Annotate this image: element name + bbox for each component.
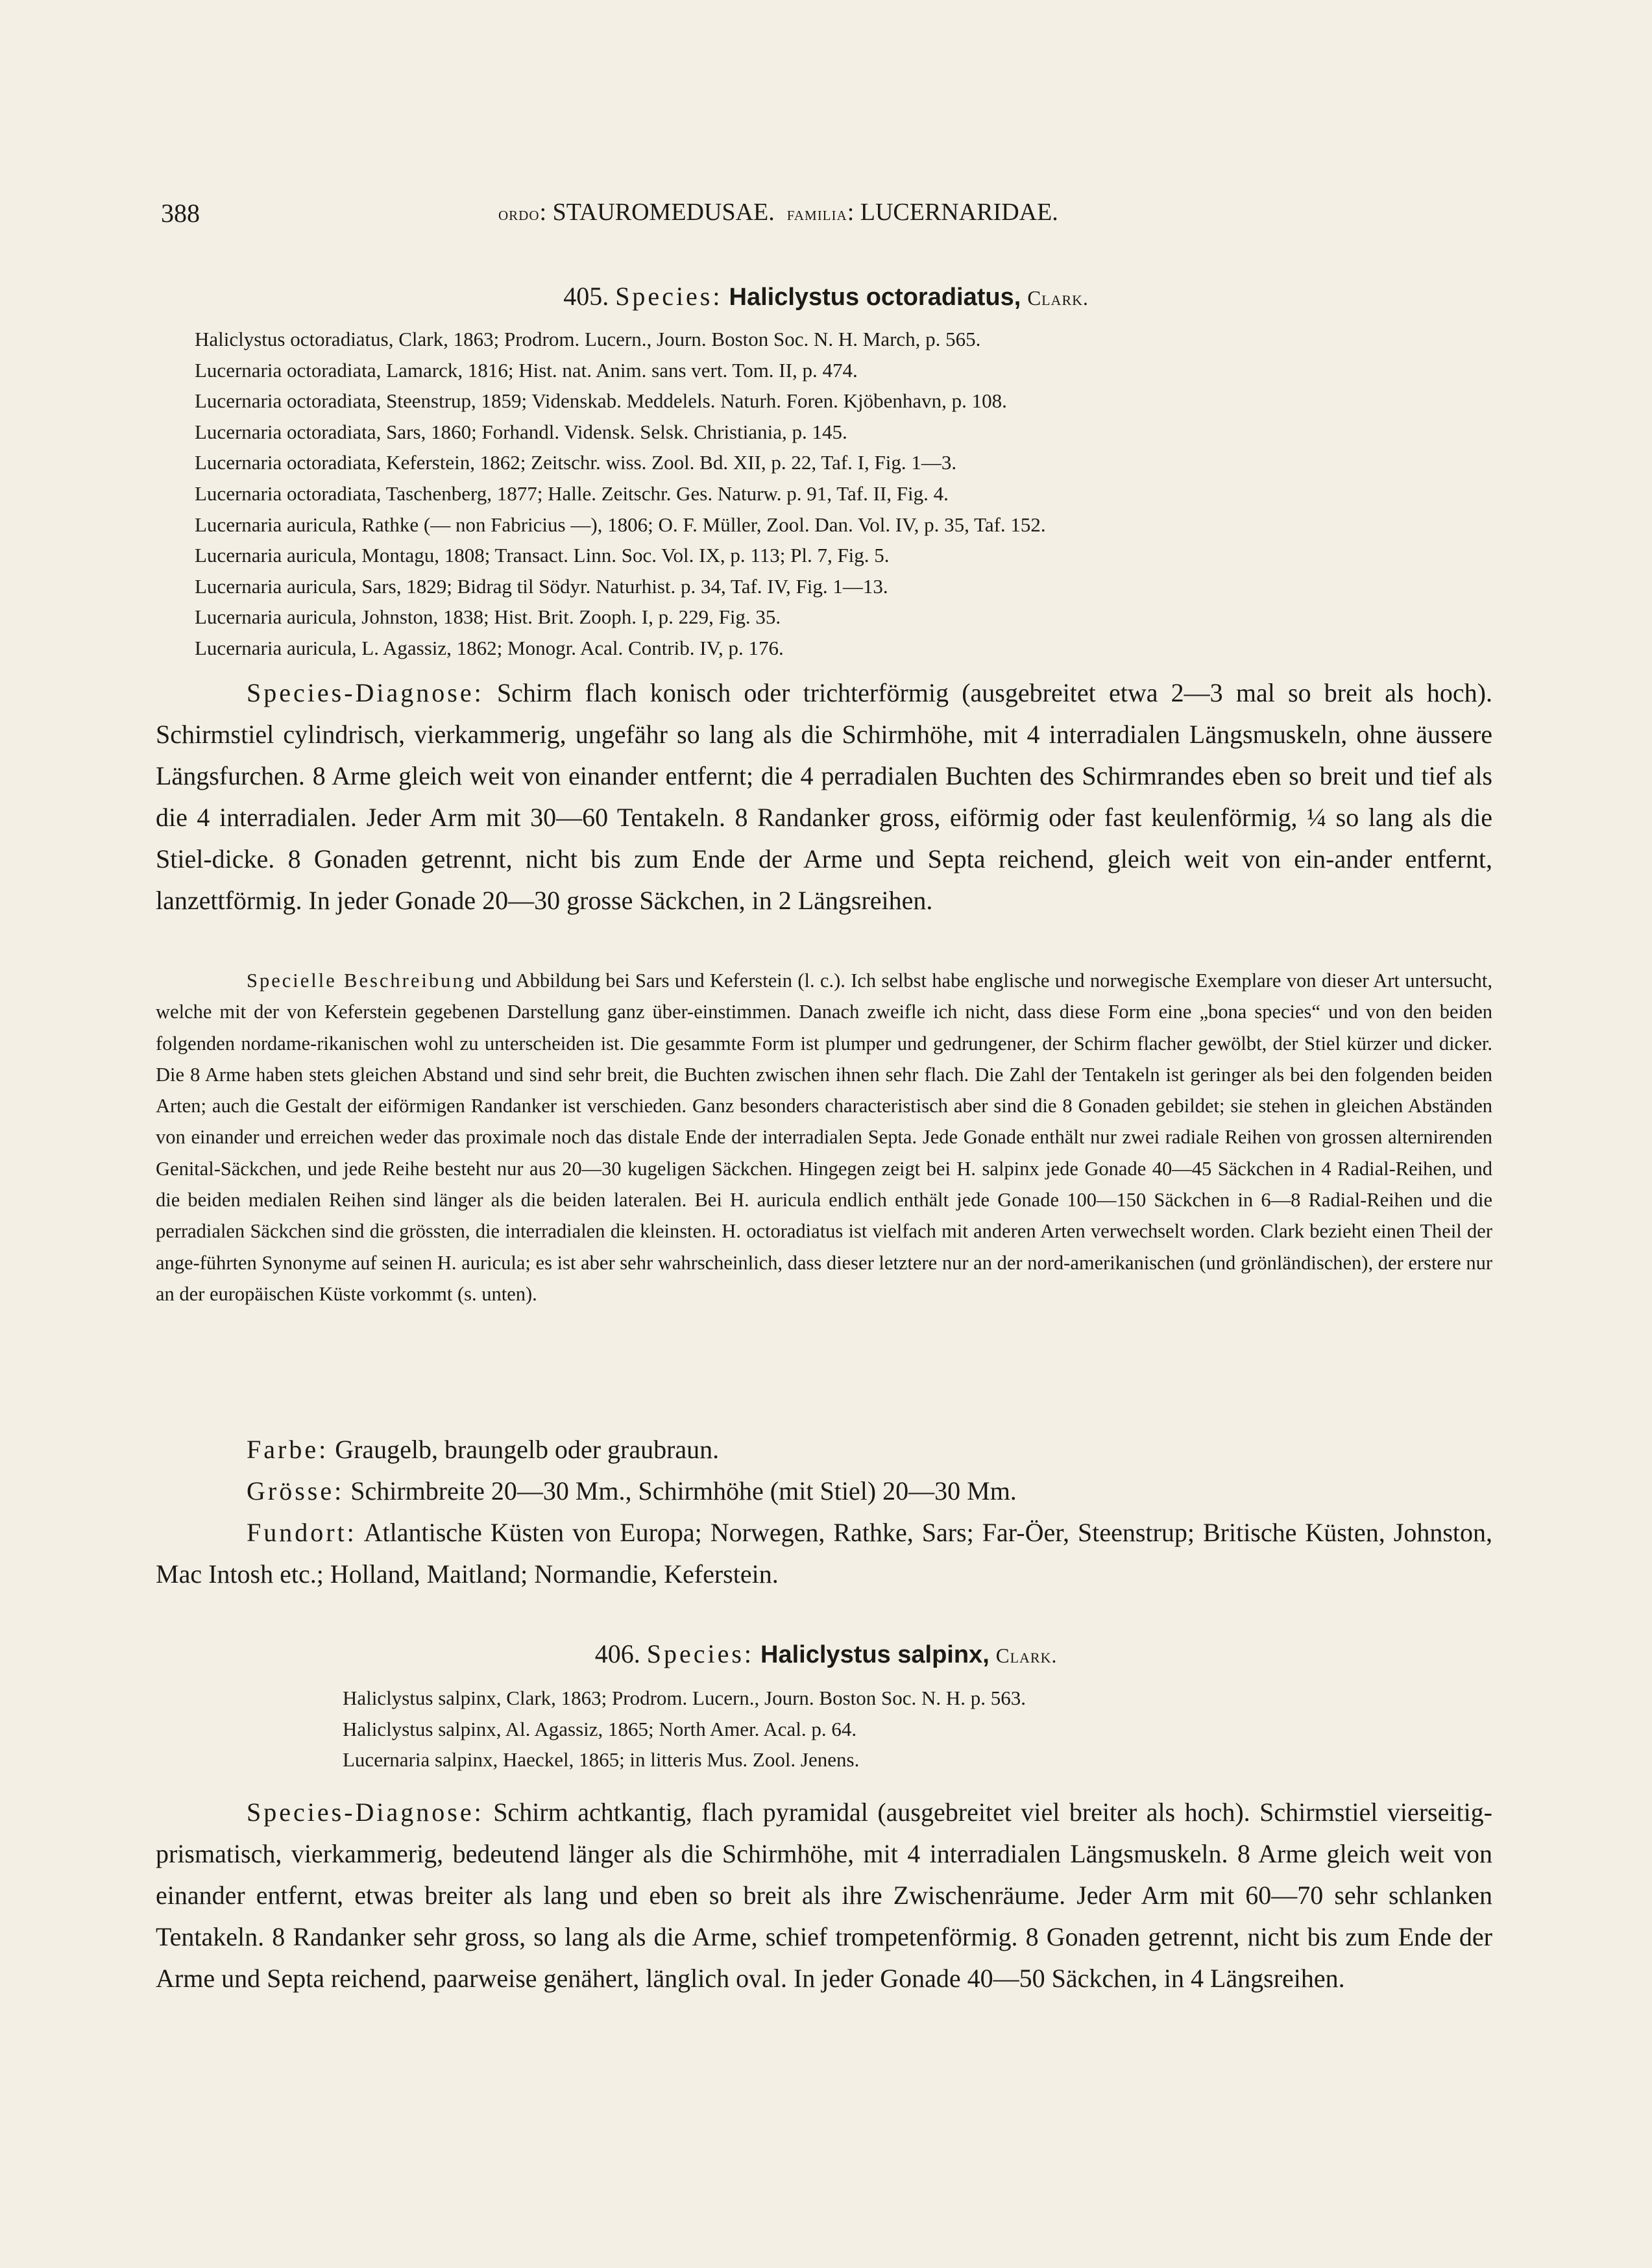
species-label: Species: [615, 282, 723, 311]
synonym-entry: Lucernaria auricula, L. Agassiz, 1862; Monogr. Acal. Contrib. IV, p. 176. [195, 636, 784, 659]
species-406-diagnose [156, 1792, 1492, 1999]
ordo-label: ordo [498, 204, 540, 225]
species-405-title [0, 281, 1652, 311]
species-405-fundort [156, 1512, 1492, 1595]
synonym-entry: Lucernaria octoradiata, Steenstrup, 1859; Videnskab. Meddelels. Naturh. Foren. Kjöbenhavn, p. 108. [195, 389, 1007, 413]
species-405-farbe [247, 1429, 719, 1470]
species-405-synonyms [195, 324, 1046, 664]
species-author: Clark. [1027, 287, 1089, 310]
species-name: Haliclystus salpinx, [760, 1641, 990, 1668]
fundort-label: Fundort: [247, 1518, 357, 1547]
diagnose-label: Species-Diagnose: [247, 1798, 484, 1827]
groesse-text: Schirmbreite 20—30 Mm., Schirmhöhe (mit Stiel) 20—30 Mm. [350, 1476, 1017, 1506]
diagnose-label: Species-Diagnose: [247, 678, 484, 707]
species-405-groesse [247, 1470, 1017, 1512]
synonym-entry: Lucernaria octoradiata, Taschenberg, 1877; Halle. Zeitschr. Ges. Naturw. p. 91, Taf. II, Fig. 4. [195, 482, 949, 505]
synonym-entry: Lucernaria octoradiata, Lamarck, 1816; Hist. nat. Anim. sans vert. Tom. II, p. 474. [195, 358, 858, 382]
diagnose-text: Schirm achtkantig, flach pyramidal (ausgebreitet viel breiter als hoch). Schirmstiel vierseitig-prismatisch, vierkammerig, bedeutend länger als die Schirmhöhe, mit 4 interradialen Längsmuskeln. 8 Arme gleich weit von einander entfernt, etwas breiter als lang und eben so breit als ihre Zwischenräume. Jeder Arm mit 60—70 sehr schlanken Tentakeln. 8 Randanker sehr gross, so lang als die Arme, schief trompetenförmig. 8 Gonaden getrennt, nicht bis zum Ende der Arme und Septa reichend, paarweise genähert, länglich oval. In jeder Gonade 40—50 Säckchen, in 4 Längsreihen. [156, 1798, 1493, 1993]
beschreibung-text: und Abbildung bei Sars und Keferstein (l. c.). Ich selbst habe englische und norwegische Exemplare von dieser Art untersucht, welche mit der von Keferstein gegebenen Darstellung ganz über-einstimmen. Danach zweifle ich nicht, dass diese Form eine „bona species“ und von den beiden folgenden nordame-rikanischen wohl zu unterscheiden ist. Die gesammte Form ist plumper und gedrungener, der Schirm flacher gewölbt, der Stiel kürzer und dicker. Die 8 Arme haben stets gleichen Abstand und sind sehr breit, die Buchten zwischen ihnen sehr flach. Die Zahl der Tentakeln ist geringer als bei den folgenden beiden Arten; auch die Gestalt der eiförmigen Randanker ist verschieden. Ganz besonders characteristisch aber sind die 8 Gonaden gebildet; sie stehen in gleichen Abständen von einander und erreichen weder das proximale noch das distale Ende der interradialen Septa. Jede Gonade enthält nur zwei radiale Reihen von grossen alternirenden Genital-Säckchen, und jede Reihe besteht nur aus 20—30 kugeligen Säckchen. Hingegen zeigt bei H. salpinx jede Gonade 40—45 Säckchen in 4 Radial-Reihen, und die beiden medialen Reihen sind länger als die beiden lateralen. Bei H. auricula endlich enthält jede Gonade 100—150 Säckchen in 6—8 Radial-Reihen und die perradialen Säckchen sind die grössten, die interradialen die kleinsten. H. octoradiatus ist vielfach mit anderen Arten verwechselt worden. Clark bezieht einen Theil der ange-führten Synonyme auf seinen H. auricula; es ist aber sehr wahrscheinlich, dass dieser letztere nur an der nord-amerikanischen (und grönländischen), der erstere nur an der europäischen Küste vorkommt (s. unten). [156, 969, 1492, 1305]
synonym-entry: Lucernaria octoradiata, Sars, 1860; Forhandl. Vidensk. Selsk. Christiania, p. 145. [195, 420, 847, 443]
species-405-description [156, 965, 1492, 1310]
synonym-entry: Lucernaria auricula, Johnston, 1838; Hist. Brit. Zooph. I, p. 229, Fig. 35. [195, 605, 781, 629]
species-405-diagnose [156, 672, 1492, 921]
diagnose-text: Schirm flach konisch oder trichterförmig (ausgebreitet etwa 2—3 mal so breit als hoch). Schirmstiel cylindrisch, vierkammerig, ungefähr so lang als die Schirmhöhe, mit 4 interradialen Längsmuskeln, ohne äussere Längsfurchen. 8 Arme gleich weit von einander entfernt; die 4 perradialen Buchten des Schirmrandes eben so breit und tief als die 4 interradialen. Jeder Arm mit 30—60 Tentakeln. 8 Randanker gross, eiförmig oder fast keulenförmig, ¼ so lang als die Stiel-dicke. 8 Gonaden getrennt, nicht bis zum Ende der Arme und Septa reichend, gleich weit von ein-ander entfernt, lanzettförmig. In jeder Gonade 20—30 grosse Säckchen, in 2 Längsreihen. [156, 678, 1493, 915]
species-label: Species: [646, 1639, 755, 1668]
fundort-text: Atlantische Küsten von Europa; Norwegen, Rathke, Sars; Far-Öer, Steenstrup; Britische Küsten, Johnston, Mac Intosh etc.; Holland, Maitland; Normandie, Keferstein. [156, 1518, 1492, 1589]
synonym-entry: Lucernaria octoradiata, Keferstein, 1862; Zeitschr. wiss. Zool. Bd. XII, p. 22, Taf. I, Fig. 1—3. [195, 451, 957, 474]
species-406-title [0, 1639, 1652, 1669]
synonym-entry: Haliclystus salpinx, Clark, 1863; Prodrom. Lucern., Journ. Boston Soc. N. H. p. 563. [343, 1687, 1026, 1709]
species-author: Clark. [995, 1644, 1058, 1667]
farbe-label: Farbe: [247, 1435, 329, 1464]
groesse-label: Grösse: [247, 1476, 345, 1506]
synonym-entry: Lucernaria auricula, Rathke (— non Fabricius —), 1806; O. F. Müller, Zool. Dan. Vol. IV, p. 35, Taf. 152. [195, 513, 1046, 536]
species-name: Haliclystus octoradiatus, [729, 284, 1021, 311]
page-number: 388 [161, 199, 200, 228]
species-number: 405. [563, 282, 609, 311]
synonym-entry: Lucernaria salpinx, Haeckel, 1865; in litteris Mus. Zool. Jenens. [343, 1748, 860, 1772]
farbe-text: Graugelb, braungelb oder graubraun. [335, 1435, 720, 1464]
synonym-entry: Lucernaria auricula, Montagu, 1808; Transact. Linn. Soc. Vol. IX, p. 113; Pl. 7, Fig. 5. [195, 544, 890, 567]
species-406-synonyms [343, 1683, 1026, 1775]
familia-label: familia [786, 204, 847, 225]
species-number: 406. [594, 1639, 640, 1668]
running-title: ordo: STAUROMEDUSAE. familia: LUCERNARIDAE. [498, 199, 1058, 226]
familia-value: LUCERNARIDAE. [860, 199, 1058, 226]
running-header [161, 198, 1491, 237]
beschreibung-label: Specielle Beschreibung [247, 969, 476, 992]
synonym-entry: Haliclystus octoradiatus, Clark, 1863; Prodrom. Lucern., Journ. Boston Soc. N. H. March, p. 565. [195, 328, 981, 350]
synonym-entry: Lucernaria auricula, Sars, 1829; Bidrag til Södyr. Naturhist. p. 34, Taf. IV, Fig. 1—13. [195, 574, 888, 598]
ordo-value: STAUROMEDUSAE. [552, 199, 775, 226]
synonym-entry: Haliclystus salpinx, Al. Agassiz, 1865; North Amer. Acal. p. 64. [343, 1717, 857, 1740]
